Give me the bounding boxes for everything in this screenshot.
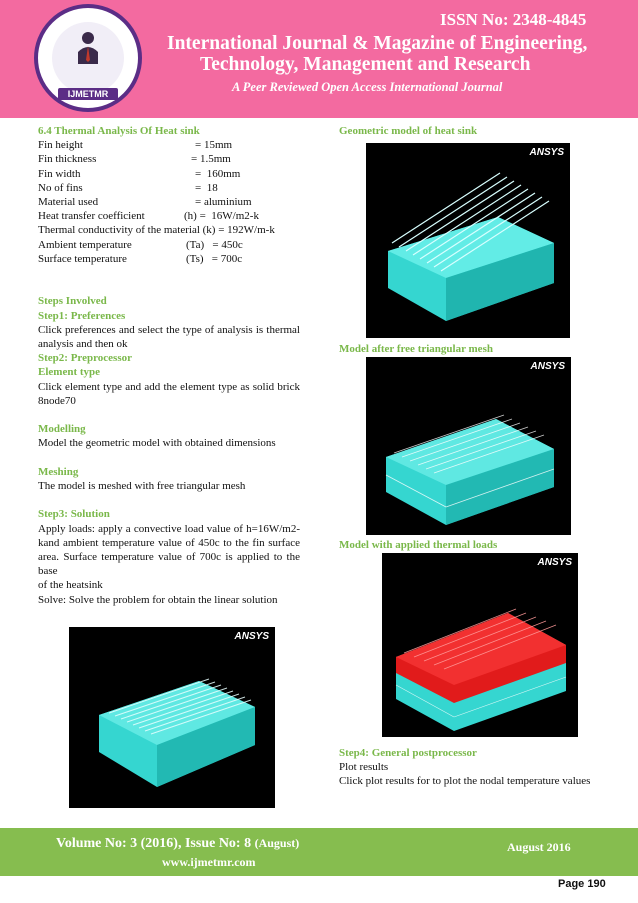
meshing-heading: Meshing xyxy=(38,465,79,478)
spec-row xyxy=(38,167,300,181)
journal-title-line2: Technology, Management and Research xyxy=(200,54,531,75)
steps-involved-heading: Steps Involved xyxy=(38,295,107,308)
journal-tagline: A Peer Reviewed Open Access International Journal xyxy=(232,80,503,94)
journal-logo xyxy=(32,4,156,114)
section-title: 6.4 Thermal Analysis Of Heat sink xyxy=(38,125,200,137)
spec-key: Thermal conductivity of the material (k) = 192W/m-k xyxy=(38,224,275,237)
logo-text: IJMETMR xyxy=(58,88,118,100)
spec-row xyxy=(38,181,300,195)
ansys-logo: ANSYS xyxy=(234,631,269,642)
meshing-text: The model is meshed with free triangular mesh xyxy=(38,480,246,493)
fig2-caption: Model after free triangular mesh xyxy=(339,343,493,355)
spec-key: Heat transfer coefficient xyxy=(38,210,145,223)
step1-heading: Step1: Preferences xyxy=(38,309,126,322)
spec-row xyxy=(38,252,300,266)
spec-row xyxy=(38,209,300,223)
ansys-logo: ANSYS xyxy=(530,361,565,372)
step3-text-cont: of the heatsink xyxy=(38,579,103,592)
volume-month: (August) xyxy=(254,836,300,850)
page-number: Page 190 xyxy=(558,878,606,890)
spec-list xyxy=(38,138,300,266)
spec-row xyxy=(38,152,300,166)
step2-heading: Step2: Preprocessor xyxy=(38,352,132,365)
step4-line1: Plot results xyxy=(339,761,389,774)
element-type-heading: Element type xyxy=(38,366,101,379)
journal-title-line1: International Journal & Magazine of Engineering, xyxy=(167,33,588,54)
right-column xyxy=(339,124,601,138)
ansys-logo: ANSYS xyxy=(537,557,572,568)
spec-value: (Ts) = 700c xyxy=(186,252,243,265)
spec-row xyxy=(38,195,300,209)
volume-text: Volume No: 3 (2016), Issue No: 8 xyxy=(56,836,252,851)
spec-value: = 1.5mm xyxy=(191,153,231,166)
geometric-model-figure xyxy=(366,143,570,338)
modelling-heading: Modelling xyxy=(38,423,86,436)
solve-text: Solve: Solve the problem for obtain the linear solution xyxy=(38,593,278,606)
left-column xyxy=(38,124,300,607)
spec-value: (h) = 16W/m2-k xyxy=(184,210,259,223)
step4-text: Click plot results for to plot the nodal temperature values xyxy=(339,775,591,788)
spec-key: Surface temperature xyxy=(38,252,127,265)
spec-key: Material used xyxy=(38,196,99,209)
spec-value: (Ta) = 450c xyxy=(186,238,243,251)
website-link[interactable]: www.ijmetmr.com xyxy=(162,855,256,869)
spec-row xyxy=(38,138,300,152)
person-icon xyxy=(76,30,100,64)
step1-text: Click preferences and select the type of analysis is thermal analysis and then ok xyxy=(38,323,300,351)
step4-heading: Step4: General postprocessor xyxy=(339,747,477,759)
spec-key: Fin height xyxy=(38,139,83,152)
ansys-logo: ANSYS xyxy=(529,147,564,158)
step4-block xyxy=(339,746,601,789)
volume-issue xyxy=(56,836,299,852)
modelling-text: Model the geometric model with obtained dimensions xyxy=(38,437,276,450)
spec-value: = 18 xyxy=(195,181,218,194)
issue-date: August 2016 xyxy=(507,840,571,854)
element-type-text: Click element type and add the element type as solid brick 8node70 xyxy=(38,380,300,407)
spec-key: Ambient temperature xyxy=(38,238,132,251)
fig3-caption: Model with applied thermal loads xyxy=(339,539,498,551)
spec-value: = 15mm xyxy=(195,139,233,152)
spec-value: = 160mm xyxy=(195,167,241,180)
step3-text: Apply loads: apply a convective load value of h=16W/m2-kand ambient temperature value of 450c to the fin surface area. Surface temperature value of 700c is applied to the base xyxy=(38,522,300,578)
spec-key: Fin width xyxy=(38,167,81,180)
spec-value: = aluminium xyxy=(195,196,252,209)
issn-number: ISSN No: 2348-4845 xyxy=(440,10,587,29)
thermal-loads-figure xyxy=(382,553,578,737)
mesh-model-figure xyxy=(366,357,571,535)
solution-figure xyxy=(69,627,275,808)
step3-heading: Step3: Solution xyxy=(38,508,110,521)
spec-key: Fin thickness xyxy=(38,153,97,166)
spec-row xyxy=(38,223,300,237)
spec-row xyxy=(38,238,300,252)
fig1-caption: Geometric model of heat sink xyxy=(339,125,478,137)
spec-key: No of fins xyxy=(38,181,83,194)
